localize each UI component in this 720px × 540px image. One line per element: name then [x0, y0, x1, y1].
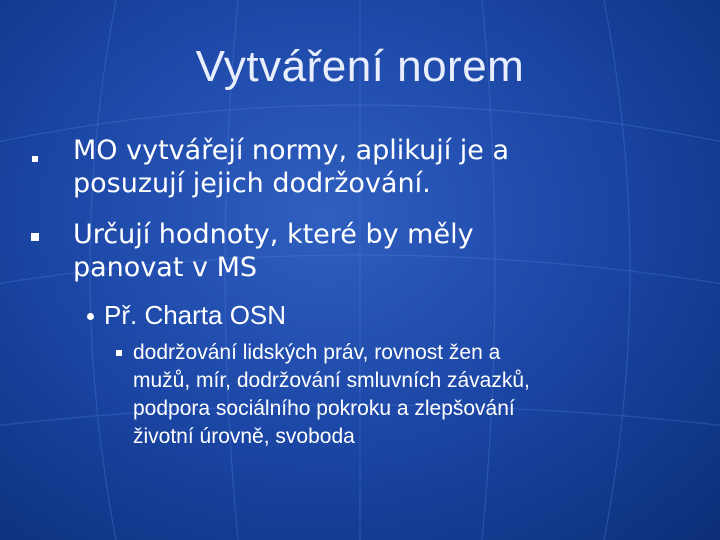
bullet-1-text: MO vytvářejí normy, aplikují je a posuzují jejich dodržování.: [73, 135, 510, 199]
bullet-square-icon: [32, 156, 38, 162]
slide-title: Vytváření norem: [195, 42, 525, 91]
bullet-dot-icon: [87, 313, 94, 320]
bullet-square-icon: [116, 350, 122, 356]
sub-sub-bullet-text: dodržování lidských práv, rovnost žen a mužů, mír, dodržování smluvních závazků, podpora sociálního pokroku a zlepšování životní úrovně, svoboda: [133, 341, 530, 448]
bullet-square-icon: [31, 233, 39, 241]
bullet-2-text: Určují hodnoty, které by měly panovat v MS: [73, 219, 474, 283]
sub-bullet-text: Př. Charta OSN: [104, 300, 287, 330]
